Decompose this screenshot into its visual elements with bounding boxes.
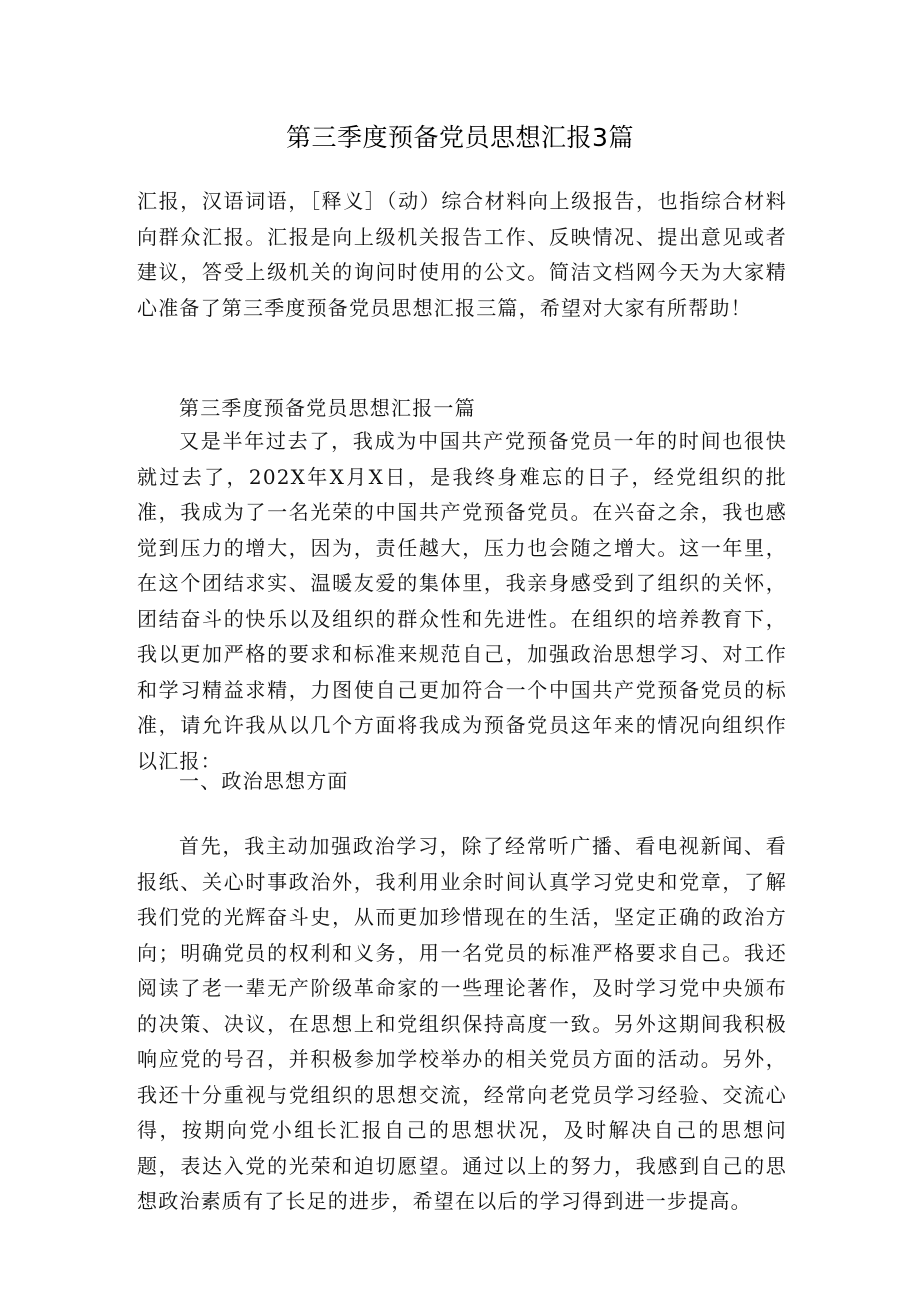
section-title: 第三季度预备党员思想汇报一篇 (179, 396, 476, 420)
section-heading-politics: 一、政治思想方面 (179, 769, 349, 793)
body-paragraph-2: 首先，我主动加强政治学习，除了经常听广播、看电视新闻、看报纸、关心时事政治外，我利用业余时间认真学习党史和党章，了解我们党的光辉奋斗史，从而更加珍惜现在的生活，坚定正确的政治方向；明确党员的权利和义务，用一名党员的标准严格要求自己。我还阅读了老一辈无产阶级革命家的一些理论著作，及时学习党中央颁布的决策、决议，在思想上和党组织保持高度一致。另外这期间我积极响应党的号召，并积极参加学校举办的相关党员方面的活动。另外，我还十分重视与党组织的思想交流，经常向老党员学习经验、交流心得，按期向党小组长汇报自己的思想状况，及时解决自己的思想问题，表达入党的光荣和迫切愿望。通过以上的努力，我感到自己的思想政治素质有了长足的进步，希望在以后的学习得到进一步提高。 (137, 834, 787, 1213)
document-title: 第三季度预备党员思想汇报3篇 (286, 123, 634, 152)
intro-paragraph: 汇报，汉语词语，［释义］（动）综合材料向上级报告，也指综合材料向群众汇报。汇报是向上级机关报告工作、反映情况、提出意见或者建议，答受上级机关的询问时使用的公文。简洁文档网今天为大家精心准备了第三季度预备党员思想汇报三篇，希望对大家有所帮助！ (137, 189, 787, 320)
body-paragraph-1: 又是半年过去了，我成为中国共产党预备党员一年的时间也很快就过去了，202X年X月X日，是我终身难忘的日子，经党组织的批准，我成为了一名光荣的中国共产党预备党员。在兴奋之余，我也感觉到压力的增大，因为，责任越大，压力也会随之增大。这一年里，在这个团结求实、温暖友爱的集体里，我亲身感受到了组织的关怀，团结奋斗的快乐以及组织的群众性和先进性。在组织的培养教育下，我以更加严格的要求和标准来规范自己，加强政治思想学习、对工作和学习精益求精，力图使自己更加符合一个中国共产党预备党员的标准，请允许我从以几个方面将我成为预备党员这年来的情况向组织作以汇报： (137, 429, 787, 773)
